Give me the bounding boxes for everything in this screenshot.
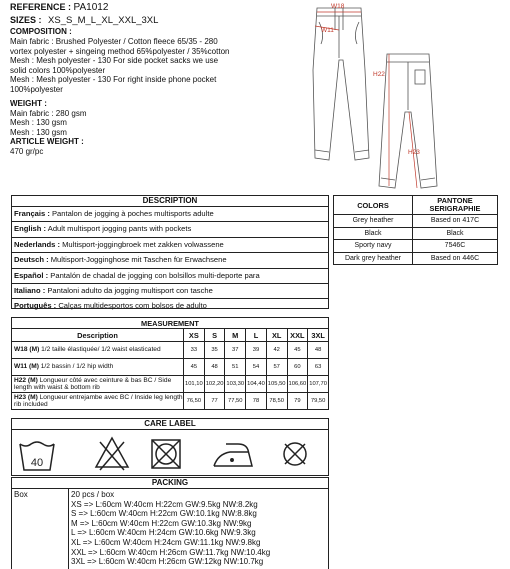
h23-label: H23 [408,149,420,156]
description-row-it [12,284,328,299]
measurement-row-h23 [12,393,329,410]
no-dry-clean-icon [284,443,306,465]
measure-text: 1/2 bassin / 1/2 hip width [38,363,114,371]
measure-code: H23 (M) [14,393,38,401]
packing-section [11,477,329,569]
measure-value: 102,20 [204,376,225,393]
weight-line: Mesh : 130 gsm [10,127,67,137]
measure-value: 106,60 [287,376,308,393]
sizes-label: SIZES : [10,15,42,25]
measure-value: 54 [246,359,267,376]
col-3xl: 3XL [308,329,329,342]
header-info [10,1,310,157]
composition-line: Main fabric : Brushed Polyester / Cotton fleece 65/35 - 280 [10,37,218,46]
h22-label: H22 [373,71,385,78]
measure-value: 57 [266,359,287,376]
measure-code: W18 (M) [14,346,40,354]
measure-value: 104,40 [246,376,267,393]
measure-value: 77 [204,393,225,410]
measure-code: H22 (M) [14,376,38,384]
colors-table [333,195,498,265]
description-row-nl [12,238,328,253]
packing-line: M => L:60cm W:40cm H:22cm GW:10.3kg NW:9kg [71,518,252,528]
pants-technical-sketch [305,0,510,192]
color-row [334,227,498,240]
col-description: Description [12,329,184,342]
color-row [334,252,498,265]
packing-line: XL => L:60cm W:40cm H:24cm GW:11.1kg NW:9.8kg [71,537,261,547]
care-label-section [11,418,329,476]
lang-text: Pantalón de chadal de jogging con bolsillos multi-deporte para [48,270,260,280]
composition-line: vortex polyester + singeing method 65%polyester / 35%cotton [10,46,230,56]
measure-code: W11 (M) [14,363,39,371]
measure-value: 105,50 [266,376,287,393]
reference-value: PA1012 [73,2,109,13]
composition-line: Mesh : Mesh polyester - 130 For right inside phone pocket [10,75,217,85]
packing-line: XS => L:60cm W:40cm H:22cm GW:9.5kg NW:8.2kg [71,499,258,509]
packing-line: XXL => L:60cm W:40cm H:26cm GW:11.7kg NW:10.4kg [71,547,271,557]
measure-value: 79,50 [308,393,329,410]
description-title: DESCRIPTION [12,196,328,207]
composition-text [10,37,310,95]
measure-text: 1/2 taille élastiquée/ 1/2 waist elasticated [39,346,161,354]
lang-label: Français : [14,209,50,218]
colors-header: COLORS [334,196,413,215]
packing-body [12,489,328,569]
measure-value: 51 [225,359,246,376]
lang-text: Calças multidesportos com bolsos de adulto [56,301,207,311]
measure-value: 77,50 [225,393,246,410]
packing-line: 20 pcs / box [71,490,115,499]
measurement-row-w18 [12,342,329,359]
care-label-title: CARE LABEL [12,419,328,430]
measure-value: 42 [266,342,287,359]
measure-desc [12,393,184,410]
col-xs: XS [184,329,205,342]
measure-desc [12,376,184,393]
article-weight-value: 470 gr/pc [10,147,44,157]
iron-low-icon [214,444,252,466]
lang-text: Adult multisport jogging pants with pockets [46,224,192,234]
description-row-pt [12,299,328,314]
color-name: Black [334,227,413,240]
measure-value: 79 [287,393,308,410]
measure-value: 78,50 [266,393,287,410]
reference-line [10,1,310,14]
composition-line: Mesh : Mesh polyester - 130 For side pocket sacks we use [10,56,219,66]
lang-text: Multisport-joggingbroek met zakken volwassene [60,239,224,249]
sizes-value: XS_S_M_L_XL_XXL_3XL [48,15,159,26]
measure-value: 60 [287,359,308,376]
measure-value: 33 [184,342,205,359]
color-row [334,240,498,253]
composition-label: COMPOSITION : [10,27,72,36]
measure-value: 37 [225,342,246,359]
lang-label: English : [14,224,47,234]
measurement-row-w11 [12,359,329,376]
measure-value: 48 [308,342,329,359]
color-name: Grey heather [334,215,413,228]
packing-line: 3XL => L:60cm W:40cm H:26cm GW:12kg NW:10.7kg [71,557,264,567]
measure-value: 35 [204,342,225,359]
packing-title: PACKING [12,478,328,489]
measure-value: 63 [308,359,329,376]
no-tumble-dry-icon [152,440,180,468]
description-section [11,195,329,309]
w18-label: W18 [331,3,345,10]
lang-label: Deutsch : [14,255,49,265]
col-xl: XL [266,329,287,342]
measurement-title: MEASUREMENT [12,318,329,329]
sizes-line [10,14,310,27]
care-icons [12,430,328,475]
weight-line: Mesh : 130 gsm [10,118,67,128]
article-weight-label: ARTICLE WEIGHT : [10,137,84,147]
measure-value: 103,30 [225,376,246,393]
measure-value: 45 [287,342,308,359]
measurement-table [11,317,329,410]
no-bleach-icon [96,438,128,470]
measure-desc [12,342,184,359]
measurement-row-h22 [12,376,329,393]
measure-text: Longueur côté avec ceinture & bas BC / Side length with waist & bottom rib [14,376,172,391]
measure-value: 45 [184,359,205,376]
packing-line: S => L:60cm W:40cm H:22cm GW:10.1kg NW:8.8kg [71,509,257,519]
packing-line: L => L:60cm W:40cm H:24cm GW:10.6kg NW:9.3kg [71,528,256,538]
description-row-es [12,269,328,284]
packing-details [69,489,272,569]
col-m: M [225,329,246,342]
col-s: S [204,329,225,342]
composition-line: 100%polyester [10,84,63,94]
measure-value: 39 [246,342,267,359]
composition-line: solid colors 100%polyester [10,65,106,75]
measure-value: 101,10 [184,376,205,393]
col-l: L [246,329,267,342]
weight-line: Main fabric : 280 gsm [10,108,87,118]
measure-value: 48 [204,359,225,376]
measure-value: 78 [246,393,267,410]
measure-desc [12,359,184,376]
pantone-value: Based on 446C [413,252,498,265]
measure-value: 107,70 [308,376,329,393]
lang-label: Español : [14,270,49,280]
lang-label: Italiano : [14,285,46,295]
packing-label: Box [12,489,69,569]
lang-text: Multisport-Jogginghose mit Taschen für Erwachsene [48,255,227,265]
w11-label: W11 [321,27,334,34]
description-row-de [12,253,328,268]
measure-value: 76,50 [184,393,205,410]
weight-label: WEIGHT : [10,98,47,108]
wash-temp: 40 [30,457,44,469]
reference-label: REFERENCE : [10,2,72,12]
lang-text: Pantaloni adulto da jogging multisport con tasche [45,285,213,295]
pantone-value: 7546C [413,240,498,253]
color-name: Dark grey heather [334,252,413,265]
measurement-header-row [12,329,329,342]
color-row [334,215,498,228]
col-xxl: XXL [287,329,308,342]
lang-label: Português : [14,301,57,311]
measure-text: Longueur entrejambe avec BC / Inside leg length rib included [14,393,183,408]
pantone-value: Based on 417C [413,215,498,228]
lang-text: Pantalon de jogging à poches multisports adulte [49,209,214,218]
description-row-fr [12,207,328,222]
color-name: Sporty navy [334,240,413,253]
pantone-value: Black [413,227,498,240]
lang-label: Nederlands : [14,239,60,249]
pantone-header: PANTONE SERIGRAPHIE [413,196,498,215]
description-row-en [12,222,328,237]
